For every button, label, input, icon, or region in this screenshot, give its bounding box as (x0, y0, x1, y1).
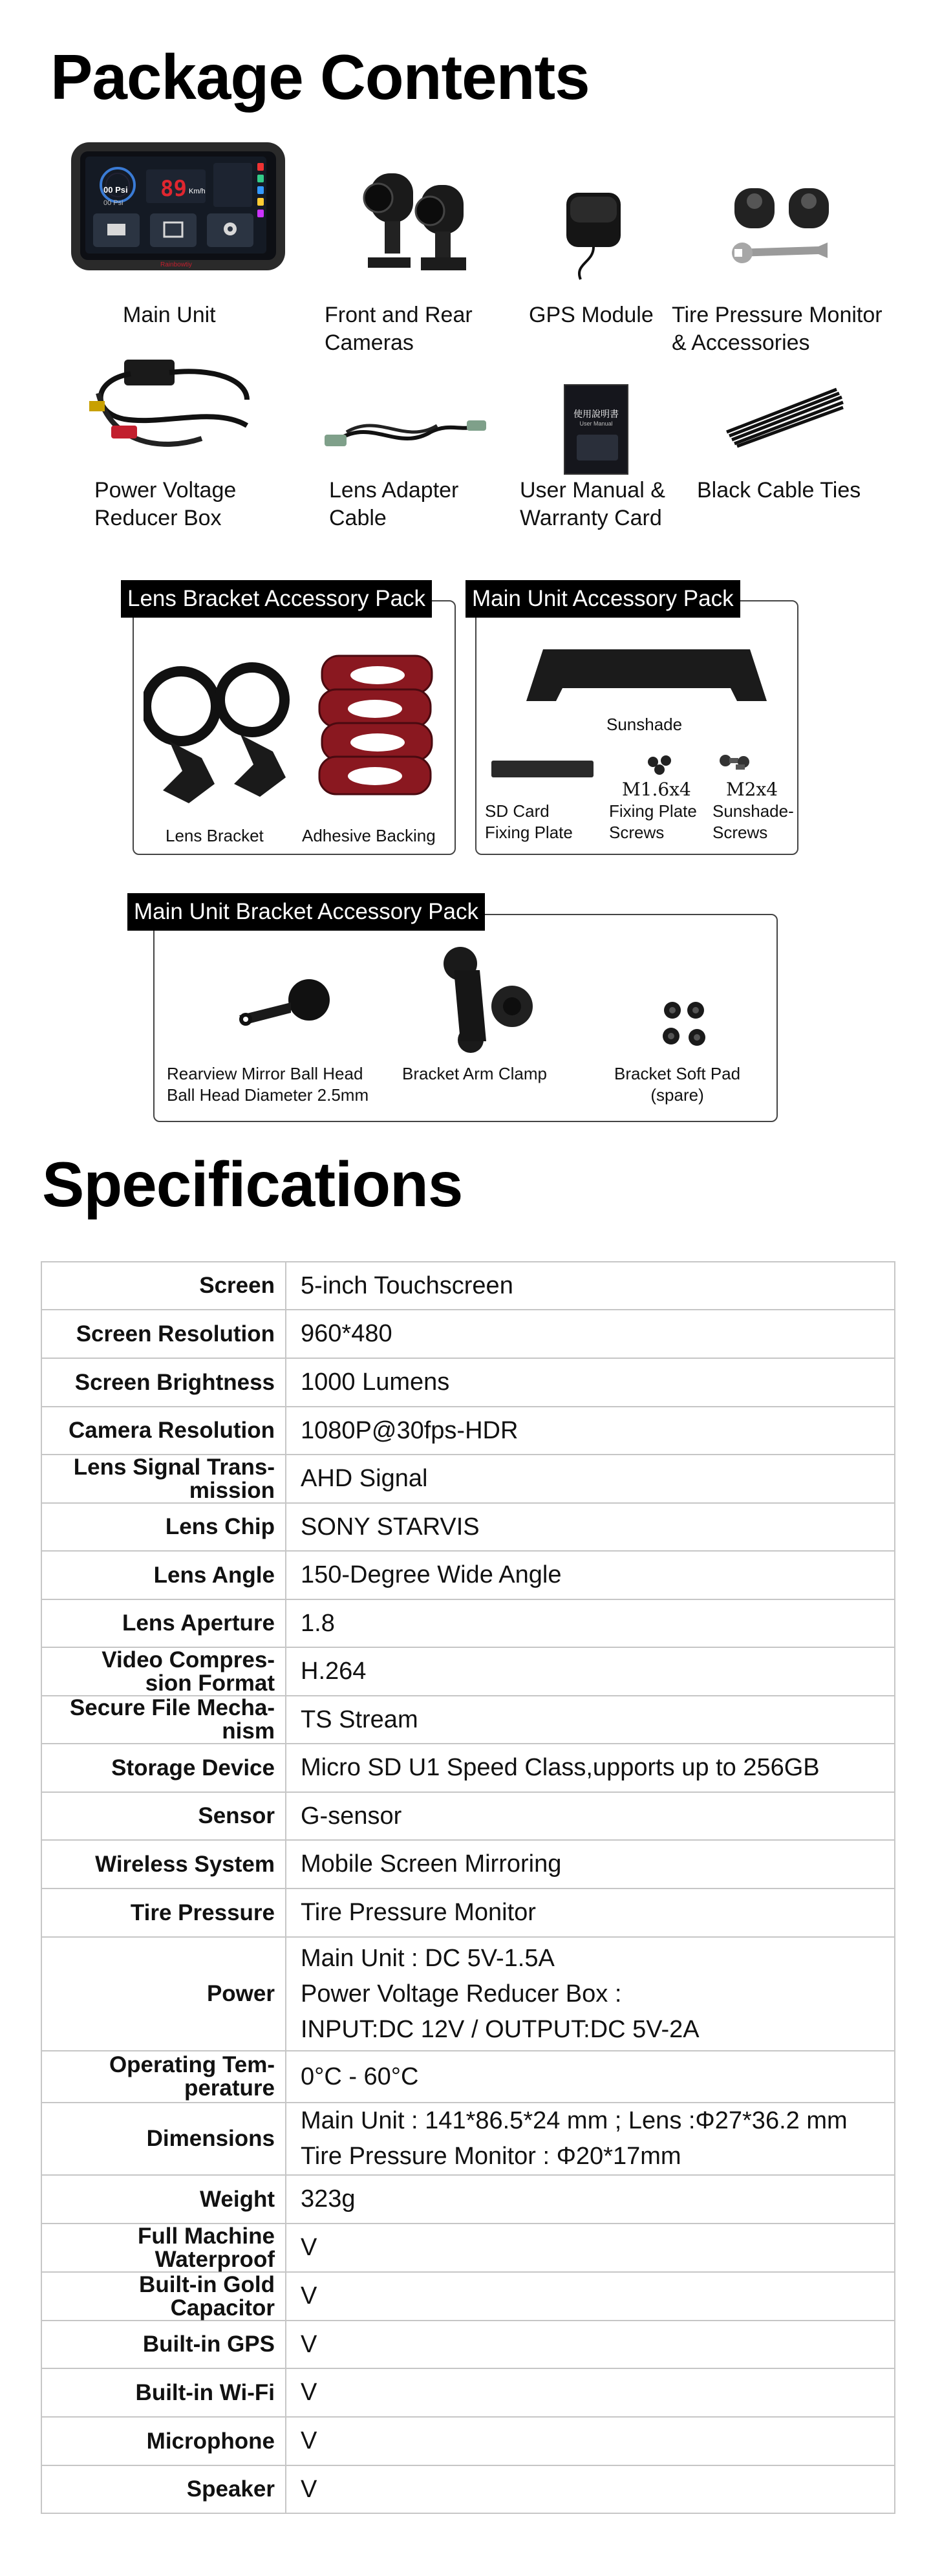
spec-value: 1080P@30fps-HDR (286, 1407, 895, 1455)
caption-lens-bracket: Lens Bracket (166, 826, 264, 845)
soft-pad-image (659, 1001, 711, 1056)
adhesive-backing-image (313, 652, 442, 823)
spec-label: Dimensions (41, 2103, 286, 2175)
cable-ties-image (723, 384, 846, 452)
caption-main-unit: Main Unit (123, 303, 216, 327)
caption-manual: User Manual & Warranty Card (520, 478, 665, 530)
spec-label: Wireless System (41, 1840, 286, 1889)
arm-clamp-image (434, 944, 544, 1057)
spec-value: V (286, 2368, 895, 2417)
spec-row (41, 2368, 895, 2417)
caption-adapter-cable: Lens Adapter Cable (329, 478, 459, 530)
ball-head-image (233, 977, 336, 1032)
spec-row (41, 1696, 895, 1744)
spec-row (41, 1889, 895, 1937)
spec-row (41, 1455, 895, 1503)
caption-tpms: Tire Pressure Monitor & Accessories (672, 303, 883, 355)
main-unit-image (70, 141, 286, 272)
spec-label: Full Machine Waterproof (41, 2224, 286, 2272)
spec-value: V (286, 2224, 895, 2272)
spec-row (41, 2051, 895, 2103)
spec-label: Sensor (41, 1792, 286, 1840)
spec-row (41, 2103, 895, 2175)
spec-label: Lens Signal Trans- mission (41, 1455, 286, 1503)
spec-label: Built-in Gold Capacitor (41, 2272, 286, 2321)
spec-row (41, 1262, 895, 1310)
spec-value: H.264 (286, 1647, 895, 1696)
caption-soft-pad: Bracket Soft Pad (spare) (614, 1064, 741, 1105)
spec-row (41, 1744, 895, 1792)
spec-label: Microphone (41, 2417, 286, 2465)
caption-adhesive-backing: Adhesive Backing (302, 826, 436, 845)
caption-fixing-plate-screws: Fixing Plate Screws (609, 801, 697, 842)
spec-row (41, 2175, 895, 2224)
specifications-title: Specifications (42, 1149, 463, 1220)
spec-label: Video Compres- sion Format (41, 1647, 286, 1696)
spec-label: Operating Tem- perature (41, 2051, 286, 2103)
spec-label: Secure File Mecha- nism (41, 1696, 286, 1744)
caption-sunshade: Sunshade (606, 715, 683, 734)
spec-label: Power (41, 1937, 286, 2051)
power-reducer-image (85, 354, 260, 461)
spec-value: Mobile Screen Mirroring (286, 1840, 895, 1889)
spec-value: Micro SD U1 Speed Class,upports up to 256GB (286, 1744, 895, 1792)
lens-bracket-image (144, 661, 292, 819)
spec-row (41, 1792, 895, 1840)
spec-row (41, 1358, 895, 1407)
manual-image (564, 384, 628, 475)
spec-label: Screen Brightness (41, 1358, 286, 1407)
lens-bracket-pack-title: Lens Bracket Accessory Pack (121, 580, 432, 618)
spec-label: Built-in GPS (41, 2321, 286, 2368)
screw2-image (716, 753, 755, 778)
spec-label: Weight (41, 2175, 286, 2224)
spec-value: Main Unit : 141*86.5*24 mm ; Lens :Φ27*36.2 mm Tire Pressure Monitor : Φ20*17mm (286, 2103, 895, 2175)
cameras-image (359, 167, 482, 283)
screw1-image (644, 755, 683, 778)
screen-speed-unit: Km/h (189, 188, 206, 195)
spec-value: 960*480 (286, 1310, 895, 1358)
spec-value: Main Unit : DC 5V-1.5A Power Voltage Reducer Box : INPUT:DC 12V / OUTPUT:DC 5V-2A (286, 1937, 895, 2051)
spec-value: AHD Signal (286, 1455, 895, 1503)
spec-value: SONY STARVIS (286, 1503, 895, 1551)
spec-label: Built-in Wi-Fi (41, 2368, 286, 2417)
caption-cameras: Front and Rear Cameras (325, 303, 473, 355)
gps-module-image (561, 191, 626, 285)
spec-row (41, 2417, 895, 2465)
spec-row (41, 1599, 895, 1647)
specifications-table (41, 1261, 895, 2514)
spec-value: Tire Pressure Monitor (286, 1889, 895, 1937)
screen-psi-right: 00 Psi (103, 199, 123, 207)
screen-speed: 89 (160, 176, 187, 202)
sunshade-image (524, 647, 769, 708)
tpms-image (731, 184, 834, 285)
spec-value: 1.8 (286, 1599, 895, 1647)
spec-row (41, 1310, 895, 1358)
spec-label: Lens Aperture (41, 1599, 286, 1647)
spec-value: TS Stream (286, 1696, 895, 1744)
spec-value: V (286, 2272, 895, 2321)
spec-value: 0°C - 60°C (286, 2051, 895, 2103)
caption-ball-head: Rearview Mirror Ball Head Ball Head Diameter 2.5mm (167, 1064, 369, 1105)
spec-row (41, 2465, 895, 2513)
spec-row (41, 1503, 895, 1551)
spec-label: Lens Angle (41, 1551, 286, 1599)
spec-row (41, 1407, 895, 1455)
spec-value: G-sensor (286, 1792, 895, 1840)
spec-value: V (286, 2417, 895, 2465)
caption-sd-plate: SD Card Fixing Plate (485, 801, 573, 842)
spec-value: 323g (286, 2175, 895, 2224)
device-brand: Rainbowtiy (160, 261, 192, 268)
spec-label: Speaker (41, 2465, 286, 2513)
spec-label: Camera Resolution (41, 1407, 286, 1455)
caption-power-reducer: Power Voltage Reducer Box (94, 478, 237, 530)
spec-value: 1000 Lumens (286, 1358, 895, 1407)
package-contents-title: Package Contents (50, 41, 590, 113)
manual-title: 使用說明書 (573, 409, 619, 419)
spec-label: Lens Chip (41, 1503, 286, 1551)
spec-value: 5-inch Touchscreen (286, 1262, 895, 1310)
caption-cable-ties: Black Cable Ties (697, 478, 861, 503)
spec-value: V (286, 2465, 895, 2513)
sd-plate-image (491, 761, 594, 777)
spec-label: Storage Device (41, 1744, 286, 1792)
caption-arm-clamp: Bracket Arm Clamp (402, 1064, 547, 1083)
spec-label: Screen Resolution (41, 1310, 286, 1358)
spec-row (41, 2272, 895, 2321)
screw1-code: M1.6x4 (622, 779, 691, 800)
main-unit-pack-title: Main Unit Accessory Pack (466, 580, 740, 618)
spec-row (41, 1937, 895, 2051)
caption-sunshade-screws: Sunshade- Screws (712, 801, 794, 842)
spec-row (41, 2224, 895, 2272)
spec-value: 150-Degree Wide Angle (286, 1551, 895, 1599)
spec-row (41, 1647, 895, 1696)
spec-row (41, 1551, 895, 1599)
spec-row (41, 1840, 895, 1889)
spec-value: V (286, 2321, 895, 2368)
manual-subtitle: User Manual (579, 420, 613, 427)
spec-row (41, 2321, 895, 2368)
caption-gps: GPS Module (529, 303, 654, 327)
adapter-cable-image (321, 406, 489, 461)
bracket-pack-title: Main Unit Bracket Accessory Pack (127, 893, 485, 931)
screw2-code: M2x4 (726, 779, 778, 800)
spec-label: Screen (41, 1262, 286, 1310)
screen-psi-left: 00 Psi (103, 185, 128, 195)
spec-label: Tire Pressure (41, 1889, 286, 1937)
